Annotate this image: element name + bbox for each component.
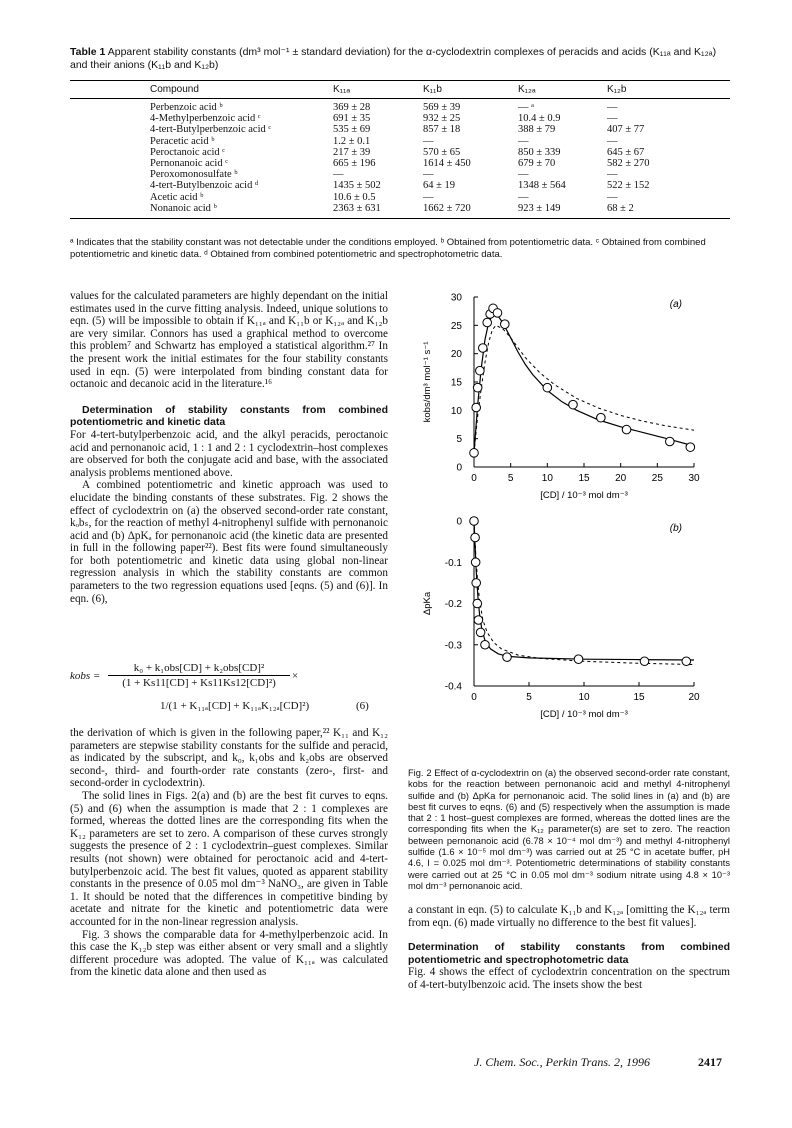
value-cell: 1.2 ± 0.1 xyxy=(333,135,371,147)
value-cell: 522 ± 152 xyxy=(607,180,650,192)
equation-number: (6) xyxy=(356,700,369,712)
value-cell: 665 ± 196 xyxy=(333,158,376,170)
panel-a-x-axis-label: [CD] / 10⁻³ mol dm⁻³ xyxy=(540,490,628,501)
value-cell: 369 ± 28 xyxy=(333,102,371,113)
panel-b-data-point xyxy=(574,655,583,664)
value-cell: 570 ± 65 xyxy=(423,146,461,158)
panel-a-data-point xyxy=(622,425,631,434)
panel-b-y-axis-label: ΔpKa xyxy=(422,591,433,616)
value-cell: — xyxy=(607,113,618,125)
panel-a-data-point xyxy=(569,400,578,409)
value-cell: — xyxy=(423,191,434,203)
panel-b-y-tick-label: -0.4 xyxy=(444,681,462,693)
compound-cell: Nonanoic acid ᵇ xyxy=(150,202,217,214)
panel-b-data-point xyxy=(472,579,481,588)
panel-b-data-point xyxy=(473,599,482,608)
left-column-continued xyxy=(70,727,388,979)
value-cell: — xyxy=(423,169,434,181)
compound-cell: 4-Methylperbenzoic acid ᶜ xyxy=(150,113,261,125)
panel-a-data-point xyxy=(686,443,695,452)
panel-b-data-point xyxy=(640,657,649,666)
panel-a-data-point xyxy=(543,383,552,392)
value-cell: 691 ± 35 xyxy=(333,113,371,125)
figure-caption: Fig. 2 Effect of α-cyclodextrin on (a) the observed second-order rate constant, kobs for the reaction between pernonanoic acid and methyl 4-nitrophenyl sulfide and (b) ΔpKa for pernonanoic acid. The solid lines in (a) and (b) are best fit curves to eqns. (6) and (5) respectively when the assumption is made that 2 : 1 host–guest complexes are formed, whereas the dotted lines are the corresponding fits when the K₁₂ parameter(s) are set to zero. The reaction between pernonanoic acid (6.78 × 10⁻⁴ mol dm⁻³) and methyl 4-nitrophenyl sulfide (1.6 × 10⁻⁵ mol dm⁻³) was carried out at 25 °C in acetate buffer, pH 4.6, I = 0.025 mol dm⁻³. Potentiometric determinations of stability constants were carried out at 25 °C in 0.05 mol dm⁻³ sodium nitrate using 4.8 × 10⁻³ mol dm⁻³ pernonanoic acid. xyxy=(408,768,730,891)
panel-a-y-tick-label: 15 xyxy=(450,377,462,389)
equation-denominator: (1 + Ks11[CD] + Ks11Ks12[CD]²) xyxy=(122,677,276,689)
panel-a-data-point xyxy=(493,309,502,318)
value-cell: — xyxy=(607,191,618,203)
value-cell: 569 ± 39 xyxy=(423,102,461,113)
value-cell: 68 ± 2 xyxy=(607,202,634,214)
table-row xyxy=(70,169,730,180)
panel-b-solid-fit-line xyxy=(474,521,694,660)
value-cell: 1348 ± 564 xyxy=(518,180,566,192)
table-header-rule xyxy=(70,98,730,99)
panel-a-data-point xyxy=(483,318,492,327)
panel-a-x-tick-label: 15 xyxy=(578,473,590,484)
table-row xyxy=(70,124,730,135)
table-row xyxy=(70,102,730,113)
panel-b-y-tick-label: -0.3 xyxy=(444,640,462,652)
table-row xyxy=(70,147,730,158)
panel-a-solid-fit-line xyxy=(474,314,694,453)
panel-a-data-point xyxy=(476,366,485,375)
panel-a-data-point xyxy=(473,383,482,392)
value-cell: 1435 ± 502 xyxy=(333,180,381,192)
panel-a-data-point xyxy=(597,413,606,422)
panel-a xyxy=(422,293,700,502)
panel-b-data-point xyxy=(481,640,490,649)
equation-6 xyxy=(70,662,388,722)
value-cell: 1662 ± 720 xyxy=(423,202,471,214)
panel-b-dotted-fit-line xyxy=(474,521,694,665)
panel-a-data-point xyxy=(472,403,481,412)
section-heading: Determination of stability constants from combined potentiometric and kinetic data xyxy=(70,403,388,429)
value-cell: 10.4 ± 0.9 xyxy=(518,113,561,125)
page-number: 2417 xyxy=(698,1055,722,1069)
table-row xyxy=(70,203,730,214)
compound-cell: Peroxomonosulfate ᵇ xyxy=(150,169,238,181)
figure-2-plots xyxy=(408,286,730,766)
panel-b-data-point xyxy=(503,653,512,662)
paragraph: Fig. 3 shows the comparable data for 4-methylperbenzoic acid. In this case the K₁₂b step was either absent or very small and a slightly different procedure was adopted. The value of K₁₁ₐ was calculated from the kinetic data alone and then used as xyxy=(70,928,388,979)
compound-cell: 4-tert-Butylbenzoic acid ᵈ xyxy=(150,180,259,192)
value-cell: — xyxy=(518,135,529,147)
panel-a-y-axis-label: kobs/dm³ mol⁻¹ s⁻¹ xyxy=(422,341,433,423)
panel-a-x-tick-label: 0 xyxy=(471,473,477,484)
panel-b-x-tick-label: 20 xyxy=(688,692,700,703)
panel-b xyxy=(422,517,700,721)
compound-cell: Acetic acid ᵇ xyxy=(150,191,204,203)
panel-b-label: (b) xyxy=(669,523,682,534)
table-row xyxy=(70,192,730,203)
paragraph: The solid lines in Figs. 2(a) and (b) are the best fit curves to eqns. (5) and (6) when the assumption is made that 2 : 1 complexes are formed, whereas the dotted lines are the corresponding fits when the K₁₂ parameters are set to zero. A comparison of these curves strongly suggests the presence of 2 : 1 cyclodextrin–guest complexes. Similar results (not shown) were obtained for peroctanoic acid and 4-tert-butylperbenzoic acid. The best fit values, quoted as apparent stability constants in the presence of 0.05 mol dm⁻³ NaNO₃, are given in Table 1. It should be noted that the differences in competitive binding by acetate and nitrate for the kinetic and potentiometric data were accounted for in the non-linear regression analysis. xyxy=(70,789,388,928)
table-bottom-rule xyxy=(70,218,730,219)
panel-a-y-tick-label: 5 xyxy=(456,434,462,446)
compound-cell: Peroctanoic acid ᶜ xyxy=(150,146,225,158)
value-cell: — xyxy=(333,169,344,181)
panel-a-y-tick-label: 0 xyxy=(456,462,462,474)
panel-b-data-point xyxy=(470,517,479,526)
panel-b-data-point xyxy=(476,628,485,637)
panel-b-data-point xyxy=(471,533,480,542)
section-heading: Determination of stability constants from combined potentiometric and spectrophotometric data xyxy=(408,941,730,966)
panel-a-data-point xyxy=(470,449,479,458)
value-cell: — xyxy=(607,135,618,147)
header-k11b: K₁₁b xyxy=(423,84,442,95)
panel-a-data-point xyxy=(666,437,675,446)
panel-a-x-tick-label: 30 xyxy=(688,473,700,484)
value-cell: — xyxy=(518,191,529,203)
panel-a-y-tick-label: 30 xyxy=(450,292,462,304)
panel-b-data-point xyxy=(682,657,691,666)
figure-2 xyxy=(408,286,730,766)
table-row xyxy=(70,180,730,191)
paragraph: the derivation of which is given in the following paper,²² K₁₁ and K₁₂ parameters are stepwise stability constants for the sulfide and peracid, as indicated by the subscript, and k₀, k₁obs and k₂obs are observed second-, third- and fourth-order rate constants (zero-, first- and second-order in cyclodextrin). xyxy=(70,727,388,790)
value-cell: 388 ± 79 xyxy=(518,124,556,136)
equation-times: × xyxy=(292,670,299,682)
panel-a-x-tick-label: 25 xyxy=(651,473,663,484)
panel-b-x-axis-label: [CD] / 10⁻³ mol dm⁻³ xyxy=(540,709,628,720)
panel-b-data-point xyxy=(471,558,480,567)
table-header-row xyxy=(70,81,730,98)
panel-b-y-tick-label: -0.1 xyxy=(444,557,462,569)
panel-b-x-tick-label: 0 xyxy=(471,692,477,703)
table-row xyxy=(70,136,730,147)
panel-b-x-tick-label: 10 xyxy=(578,692,590,703)
paragraph: A combined potentiometric and kinetic approach was used to elucidate the binding constants of these substrates. Fig. 2 shows the effect of cyclodextrin on (a) the observed second-order rate constant, kₒbₛ, for the reaction of methyl 4-nitrophenyl sulfide with pernonanoic acid and (b) ΔpKₐ for pernonanoic acid (the kinetic data are presented in full in the following paper²²). Best fits were found simultaneously for both potentiometric and kinetic data using global non-linear regression analysis in which the stability constants are common parameters to the two regression equations used [eqns. (5) and (6)]. In eqn. (6), xyxy=(70,479,388,605)
table-caption xyxy=(70,46,730,72)
value-cell: 407 ± 77 xyxy=(607,124,645,136)
equation-lhs: kobs = xyxy=(70,670,101,682)
panel-a-data-point xyxy=(501,320,510,329)
table-row xyxy=(70,158,730,169)
paragraph: Fig. 4 shows the effect of cyclodextrin concentration on the spectrum of 4-tert-butylbenzoic acid. The insets show the best xyxy=(408,966,730,991)
panel-a-y-tick-label: 20 xyxy=(450,349,462,361)
compound-cell: 4-tert-Butylperbenzoic acid ᶜ xyxy=(150,124,272,136)
panel-a-x-tick-label: 5 xyxy=(507,473,514,484)
table-caption-text: Apparent stability constants (dm³ mol⁻¹ ± standard deviation) for the α-cyclodextrin complexes of peracids and acids (K₁₁ₐ and K₁₂ₐ) and their anions (K₁₁b and K₁₂b) xyxy=(70,46,717,71)
value-cell: — xyxy=(423,135,434,147)
value-cell: 850 ± 339 xyxy=(518,146,561,158)
value-cell: 857 ± 18 xyxy=(423,124,461,136)
left-column xyxy=(70,290,388,605)
value-cell: 679 ± 70 xyxy=(518,158,556,170)
value-cell: 535 ± 69 xyxy=(333,124,371,136)
fraction-bar xyxy=(108,675,290,676)
stability-table xyxy=(70,80,730,219)
table-footnote: ᵃ Indicates that the stability constant was not detectable under the conditions employed. ᵇ Obtained from potentiometric data. ᶜ Obtained from combined potentiometric and kinetic data. ᵈ Obtained from combined potentiometric and spectrophotometric data. xyxy=(70,237,706,260)
panel-b-y-tick-label: 0 xyxy=(456,516,462,528)
value-cell: — xyxy=(607,169,618,181)
value-cell: 645 ± 67 xyxy=(607,146,645,158)
right-column xyxy=(408,904,730,992)
value-cell: — ᵃ xyxy=(518,102,534,113)
table-caption-label: Table 1 xyxy=(70,46,106,58)
panel-a-x-tick-label: 20 xyxy=(615,473,627,484)
value-cell: 932 ± 25 xyxy=(423,113,461,125)
panel-a-dotted-fit-line xyxy=(474,325,694,453)
panel-a-data-point xyxy=(479,344,488,353)
value-cell: — xyxy=(518,169,529,181)
panel-a-label: (a) xyxy=(669,299,682,310)
value-cell: 582 ± 270 xyxy=(607,158,650,170)
panel-b-x-tick-label: 15 xyxy=(633,692,645,703)
header-k12a: K₁₂ₐ xyxy=(518,84,536,95)
panel-a-y-tick-label: 25 xyxy=(450,320,462,332)
value-cell: 2363 ± 631 xyxy=(333,202,381,214)
panel-b-y-tick-label: -0.2 xyxy=(444,599,462,610)
compound-cell: Peracetic acid ᵇ xyxy=(150,135,215,147)
compound-cell: Pernonanoic acid ᶜ xyxy=(150,158,228,170)
paragraph: For 4-tert-butylperbenzoic acid, and the alkyl peracids, peroctanoic acid and pernonanoic acid, 1 : 1 and 2 : 1 cyclodextrin–host complexes are observed for both the conjugate acid and base, with the associated analysis problems mentioned above. xyxy=(70,428,388,479)
header-k12b: K₁₂b xyxy=(607,84,627,95)
value-cell: 923 ± 149 xyxy=(518,202,561,214)
value-cell: 10.6 ± 0.5 xyxy=(333,191,376,203)
panel-a-y-tick-label: 10 xyxy=(450,405,462,417)
journal-citation: J. Chem. Soc., Perkin Trans. 2, 1996 xyxy=(474,1055,650,1069)
paragraph: values for the calculated parameters are highly dependant on the initial estimates used in the curve fitting analysis. Indeed, unique solutions to eqn. (5) will be impossible to obtain if K₁₁ₐ and K₁₁b or K₁₂ₐ and K₁₂b are very similar. Connors has used a graphical method to overcome this problem⁷ and Schwartz has employed a statistical algorithm.²⁷ In the present work the initial estimates for the four stability constants used in eqn. (5) were interpolated from binding constant data for octanoic and decanoic acid in the literature.¹⁶ xyxy=(70,290,388,391)
value-cell: 64 ± 19 xyxy=(423,180,456,192)
value-cell: — xyxy=(607,102,618,113)
panel-a-x-tick-label: 10 xyxy=(541,473,553,484)
paragraph: a constant in eqn. (5) to calculate K₁₁b and K₁₂ₐ [omitting the K₁₂ₐ term from eqn. (6) made virtually no difference to the best fit values]. xyxy=(408,904,730,929)
value-cell: 1614 ± 450 xyxy=(423,158,471,170)
equation-numerator: k₀ + k₁obs[CD] + k₂obs[CD]² xyxy=(133,662,265,674)
panel-b-x-tick-label: 5 xyxy=(526,692,532,703)
table-row xyxy=(70,113,730,124)
panel-b-data-point xyxy=(474,616,483,625)
header-compound: Compound xyxy=(150,84,199,95)
equation-line2: 1/(1 + K₁₁ₐ[CD] + K₁₁ₐK₁₂ₐ[CD]²) xyxy=(160,700,310,712)
header-k11a: K₁₁ₐ xyxy=(333,84,351,95)
compound-cell: Perbenzoic acid ᵇ xyxy=(150,102,223,113)
value-cell: 217 ± 39 xyxy=(333,146,371,158)
